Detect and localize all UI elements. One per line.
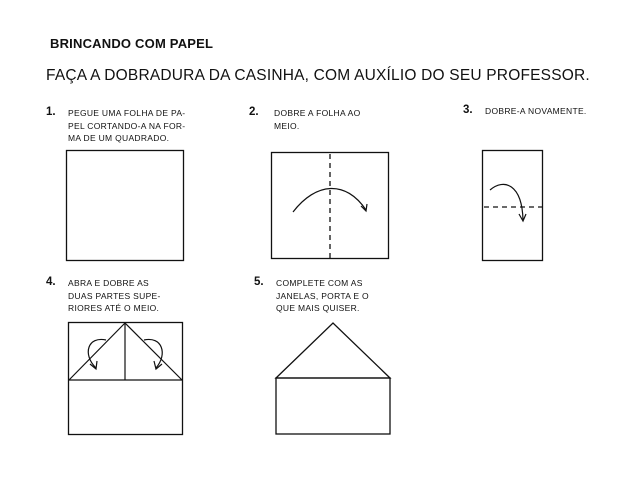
step-4-line-1: ABRA E DOBRE AS xyxy=(68,278,150,288)
step-2-number: 2. xyxy=(249,106,259,118)
step-3-line-1: DOBRE-A NOVAMENTE. xyxy=(485,106,587,116)
step-1-number: 1. xyxy=(46,106,56,118)
step-2-figure-fold-half xyxy=(271,152,391,260)
step-5-number: 5. xyxy=(254,276,264,288)
step-2-line-2: MEIO. xyxy=(274,120,300,131)
right-fold-arrow-icon xyxy=(144,339,162,368)
step-1-line-2: PEL CORTANDO-A NA FOR- xyxy=(68,120,186,131)
paper-square xyxy=(272,153,389,259)
step-1-line-1: PEGUE UMA FOLHA DE PA- xyxy=(68,108,186,118)
step-3-figure-fold-again xyxy=(482,150,544,262)
step-5-line-1: COMPLETE COM AS xyxy=(276,278,363,288)
step-5-line-3: QUE MAIS QUISER. xyxy=(276,303,360,313)
right-diagonal-fold xyxy=(125,323,182,380)
step-4-line-3: RIORES ATÉ O MEIO. xyxy=(68,303,160,313)
step-4-figure-fold-corners xyxy=(68,322,184,436)
step-3-number: 3. xyxy=(463,104,473,116)
step-5-line-2: JANELAS, PORTA E O xyxy=(276,290,369,301)
page-title: BRINCANDO COM PAPEL xyxy=(50,36,214,51)
step-3-instructions xyxy=(485,105,587,118)
step-1-line-3: MA DE UM QUADRADO. xyxy=(68,133,170,143)
house-roof xyxy=(276,323,390,378)
page-subtitle: FAÇA A DOBRADURA DA CASINHA, COM AUXÍLIO DO SEU PROFESSOR. xyxy=(46,67,590,84)
step-1-figure-square xyxy=(66,150,186,262)
step-4-instructions xyxy=(68,277,161,315)
step-2-line-1: DOBRE A FOLHA AO xyxy=(274,108,361,118)
left-diagonal-fold xyxy=(69,323,125,380)
step-2-instructions xyxy=(274,107,361,132)
step-4-line-2: DUAS PARTES SUPE- xyxy=(68,290,161,301)
house-body xyxy=(276,378,390,434)
paper-square xyxy=(67,151,184,261)
fold-arrow-icon xyxy=(490,184,523,220)
step-5-figure-house xyxy=(274,322,392,436)
step-1-instructions xyxy=(68,107,185,145)
step-4-number: 4. xyxy=(46,276,56,288)
step-5-instructions xyxy=(276,277,369,315)
paper-rectangle xyxy=(483,151,543,261)
